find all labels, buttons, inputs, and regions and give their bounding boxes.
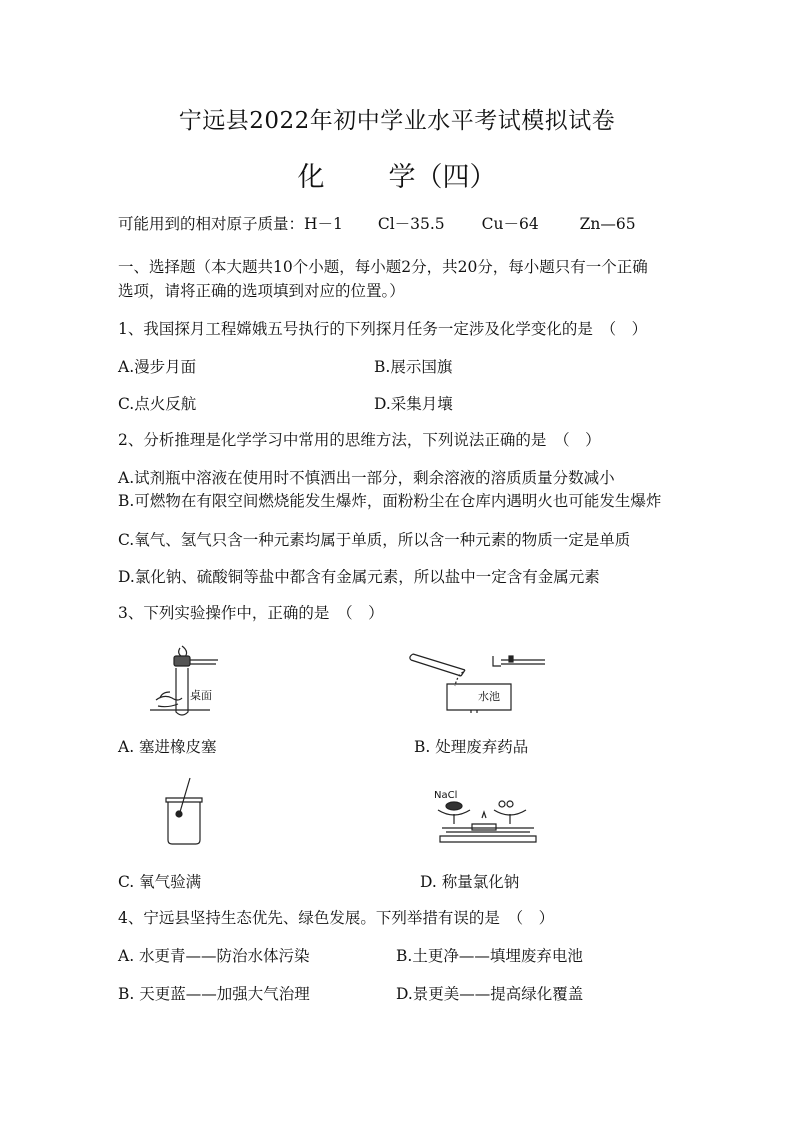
section-heading: 一、选择题（本大题共10个小题，每小题2分，共20分，每小题只有一个正确 bbox=[118, 258, 648, 276]
subject-rest: 学（四） bbox=[388, 162, 497, 193]
q3-option-c: C. 氧气验满 bbox=[118, 873, 202, 891]
q4-option-b: B.土更净——填埋废弃电池 bbox=[396, 947, 583, 965]
q3-option-a: A. 塞进橡皮塞 bbox=[118, 738, 217, 756]
q2-option-b: B.可燃物在有限空间燃烧能发生爆炸，面粉粉尘在仓库内遇明火也可能发生爆炸 bbox=[118, 492, 662, 510]
image-b-waste-disposal bbox=[405, 648, 550, 713]
q1-option-c: C.点火反航 bbox=[118, 395, 197, 413]
question-4-stem: 4、宁远县坚持生态优先、绿色发展。下列举措有误的是 （ ） bbox=[118, 909, 555, 927]
atomic-mass-cu: Cu－64 bbox=[481, 215, 539, 233]
q3-option-d: D. 称量氯化钠 bbox=[420, 873, 520, 891]
atomic-mass-zn: Zn—65 bbox=[579, 215, 636, 233]
image-d-label: NaCl bbox=[434, 790, 458, 801]
question-1-stem: 1、我国探月工程嫦娥五号执行的下列探月任务一定涉及化学变化的是 （ ） bbox=[118, 320, 648, 338]
image-b-label: 水池 bbox=[478, 690, 500, 703]
image-a-stopper-insertion bbox=[150, 640, 230, 722]
q2-option-c: C.氧气、氢气只含一种元素均属于单质，所以含一种元素的物质一定是单质 bbox=[118, 531, 631, 549]
q1-option-b: B.展示国旗 bbox=[374, 358, 453, 376]
atomic-mass-line bbox=[118, 212, 636, 234]
q2-option-a: A.试剂瓶中溶液在使用时不慎洒出一部分，剩余溶液的溶质质量分数减小 bbox=[118, 469, 615, 487]
atomic-mass-cl: Cl－35.5 bbox=[377, 215, 445, 233]
exam-title: 宁远县2022年初中学业水平考试模拟试卷 bbox=[178, 108, 616, 134]
question-2-stem: 2、分析推理是化学学习中常用的思维方法，下列说法正确的是 （ ） bbox=[118, 431, 601, 449]
q4-option-c: B. 天更蓝——加强大气治理 bbox=[118, 985, 310, 1003]
q3-option-b: B. 处理废弃药品 bbox=[414, 738, 529, 756]
q1-option-a: A.漫步月面 bbox=[118, 358, 197, 376]
image-c-oxygen-test bbox=[160, 776, 210, 846]
q4-option-d: D.景更美——提高绿化覆盖 bbox=[396, 985, 584, 1003]
image-a-label: 桌面 bbox=[190, 689, 212, 702]
atomic-mass-label: 可能用到的相对原子质量：H－1 bbox=[118, 215, 343, 233]
question-3-stem: 3、下列实验操作中，正确的是 （ ） bbox=[118, 604, 384, 622]
image-d-balance bbox=[432, 788, 554, 848]
q4-option-a: A. 水更青——防治水体污染 bbox=[118, 947, 310, 965]
q2-option-d: D.氯化钠、硫酸铜等盐中都含有金属元素，所以盐中一定含有金属元素 bbox=[118, 568, 600, 586]
subject-char: 化 bbox=[297, 162, 325, 193]
section-heading-cont: 选项，请将正确的选项填到对应的位置。） bbox=[118, 282, 405, 300]
subject-heading bbox=[0, 155, 794, 194]
q1-option-d: D.采集月壤 bbox=[374, 395, 453, 413]
